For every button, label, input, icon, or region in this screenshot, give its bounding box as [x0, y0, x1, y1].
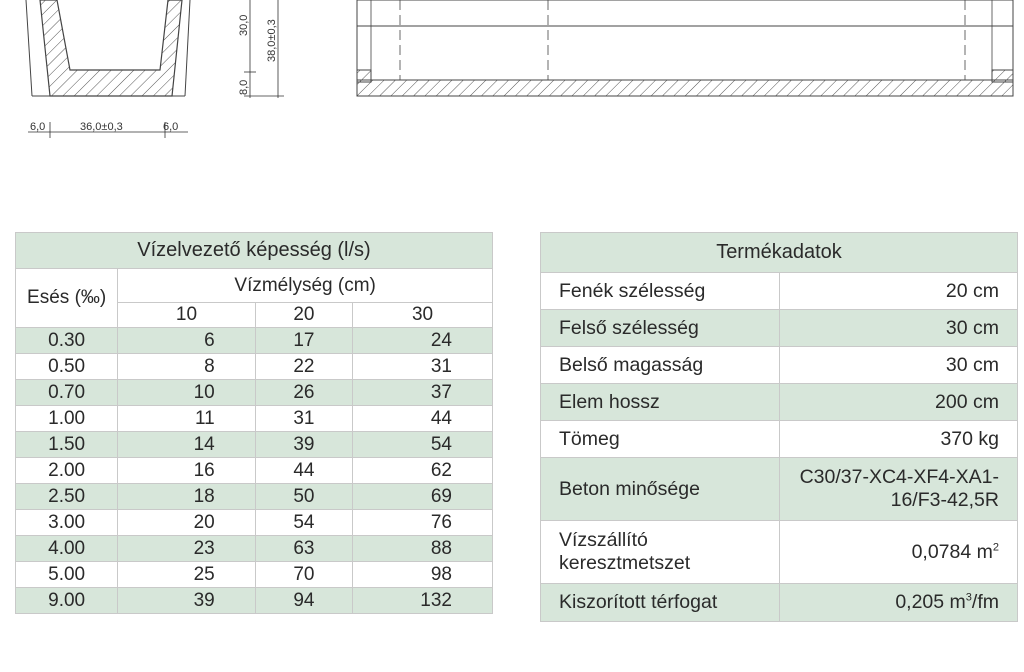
- dim-height-total: 38,0±0,3: [266, 19, 278, 62]
- capacity-value-cell: 6: [118, 328, 255, 354]
- property-value-text: 0,0784 m: [911, 540, 993, 563]
- depth-header: 20: [255, 303, 352, 328]
- property-label: Elem hossz: [541, 384, 780, 421]
- capacity-value-cell: 98: [353, 562, 493, 588]
- property-value: [780, 273, 1018, 310]
- property-value-text: 30 cm: [945, 353, 999, 376]
- slope-cell: 4.00: [16, 536, 118, 562]
- capacity-table-body: [16, 328, 493, 614]
- capacity-value-cell: 11: [118, 406, 255, 432]
- dim-height-30: 30,0: [238, 14, 250, 36]
- capacity-value-cell: 17: [255, 328, 352, 354]
- capacity-value-cell: 31: [255, 406, 352, 432]
- technical-drawing: [0, 0, 1024, 150]
- drainage-capacity-table: [15, 232, 493, 614]
- capacity-value-cell: 16: [118, 458, 255, 484]
- slope-cell: 2.00: [16, 458, 118, 484]
- property-value-text: 0,205 m: [895, 591, 966, 613]
- capacity-value-cell: 24: [353, 328, 493, 354]
- capacity-value-cell: 14: [118, 432, 255, 458]
- longitudinal-section: [357, 0, 1013, 96]
- capacity-value-cell: 39: [255, 432, 352, 458]
- slope-cell: 0.30: [16, 328, 118, 354]
- depth-header: 30: [353, 303, 493, 328]
- property-value-text: 30 cm: [945, 316, 999, 339]
- unit-exponent: 2: [992, 541, 999, 553]
- table-row: [16, 458, 493, 484]
- property-label: Beton minősége: [541, 458, 780, 521]
- slope-cell: 0.70: [16, 380, 118, 406]
- table-row: [16, 432, 493, 458]
- table-row: [541, 458, 1018, 521]
- capacity-value-cell: 54: [353, 432, 493, 458]
- property-value: [780, 584, 1018, 622]
- property-value-text: C30/37-XC4-XF4-XA1-16/F3-42,5R: [799, 466, 999, 511]
- table-row: [16, 328, 493, 354]
- capacity-value-cell: 44: [255, 458, 352, 484]
- table-row: [16, 354, 493, 380]
- property-label: Kiszorított térfogat: [541, 584, 780, 622]
- vertical-dimensions: [238, 0, 284, 98]
- capacity-value-cell: 22: [255, 354, 352, 380]
- dim-middle: 36,0±0,3: [80, 121, 123, 133]
- product-table-body: [541, 273, 1018, 622]
- table-row: [541, 521, 1018, 584]
- property-label: Fenék szélesség: [541, 273, 780, 310]
- property-value-text: 20 cm: [945, 279, 999, 302]
- table-row: [541, 584, 1018, 622]
- dim-left: 6,0: [30, 121, 46, 133]
- capacity-value-cell: 69: [353, 484, 493, 510]
- property-value: [780, 421, 1018, 458]
- table-row: [16, 562, 493, 588]
- capacity-value-cell: 20: [118, 510, 255, 536]
- property-label: Tömeg: [541, 421, 780, 458]
- table-row: [16, 380, 493, 406]
- capacity-value-cell: 10: [118, 380, 255, 406]
- slope-cell: 0.50: [16, 354, 118, 380]
- slope-cell: 1.50: [16, 432, 118, 458]
- slope-cell: 3.00: [16, 510, 118, 536]
- capacity-value-cell: 50: [255, 484, 352, 510]
- slope-cell: 9.00: [16, 588, 118, 614]
- capacity-value-cell: 25: [118, 562, 255, 588]
- capacity-value-cell: 37: [353, 380, 493, 406]
- table-row: [16, 588, 493, 614]
- property-value-text: 370 kg: [940, 427, 999, 450]
- table-row: [541, 384, 1018, 421]
- property-value: [780, 310, 1018, 347]
- property-label: Belső magasság: [541, 347, 780, 384]
- table-row: [16, 510, 493, 536]
- capacity-value-cell: 88: [353, 536, 493, 562]
- dim-height-8: 8,0: [238, 79, 250, 95]
- slope-cell: 2.50: [16, 484, 118, 510]
- unit-exponent: 3: [965, 591, 972, 604]
- capacity-value-cell: 62: [353, 458, 493, 484]
- cross-section: [26, 0, 190, 138]
- capacity-value-cell: 31: [353, 354, 493, 380]
- table-row: [541, 273, 1018, 310]
- capacity-value-cell: 70: [255, 562, 352, 588]
- capacity-value-cell: 26: [255, 380, 352, 406]
- capacity-table-title: Vízelvezető képesség (l/s): [16, 233, 493, 269]
- capacity-value-cell: 63: [255, 536, 352, 562]
- table-row: [541, 347, 1018, 384]
- capacity-value-cell: 44: [353, 406, 493, 432]
- capacity-value-cell: 8: [118, 354, 255, 380]
- capacity-value-cell: 39: [118, 588, 255, 614]
- property-value-text: 200 cm: [935, 390, 999, 413]
- dim-right: 6,0: [163, 121, 179, 133]
- table-row: [541, 421, 1018, 458]
- capacity-value-cell: 23: [118, 536, 255, 562]
- table-row: [16, 406, 493, 432]
- capacity-value-cell: 54: [255, 510, 352, 536]
- capacity-value-cell: 76: [353, 510, 493, 536]
- property-label: Felső szélesség: [541, 310, 780, 347]
- slope-column-header: Esés (‰): [16, 269, 118, 328]
- product-table-title: Termékadatok: [541, 233, 1018, 273]
- capacity-value-cell: 132: [353, 588, 493, 614]
- capacity-value-cell: 18: [118, 484, 255, 510]
- slope-cell: 5.00: [16, 562, 118, 588]
- product-data-table: [540, 232, 1018, 622]
- property-value: [780, 347, 1018, 384]
- table-row: [541, 310, 1018, 347]
- unit-suffix: /fm: [971, 591, 999, 613]
- property-label: Vízszállító keresztmetszet: [541, 521, 780, 584]
- slope-cell: 1.00: [16, 406, 118, 432]
- table-row: [16, 484, 493, 510]
- table-row: [16, 536, 493, 562]
- depth-column-header: Vízmélység (cm): [118, 269, 493, 303]
- capacity-value-cell: 94: [255, 588, 352, 614]
- property-value: [780, 458, 1018, 521]
- property-value: [780, 384, 1018, 421]
- property-value: [780, 521, 1018, 584]
- depth-header: 10: [118, 303, 255, 328]
